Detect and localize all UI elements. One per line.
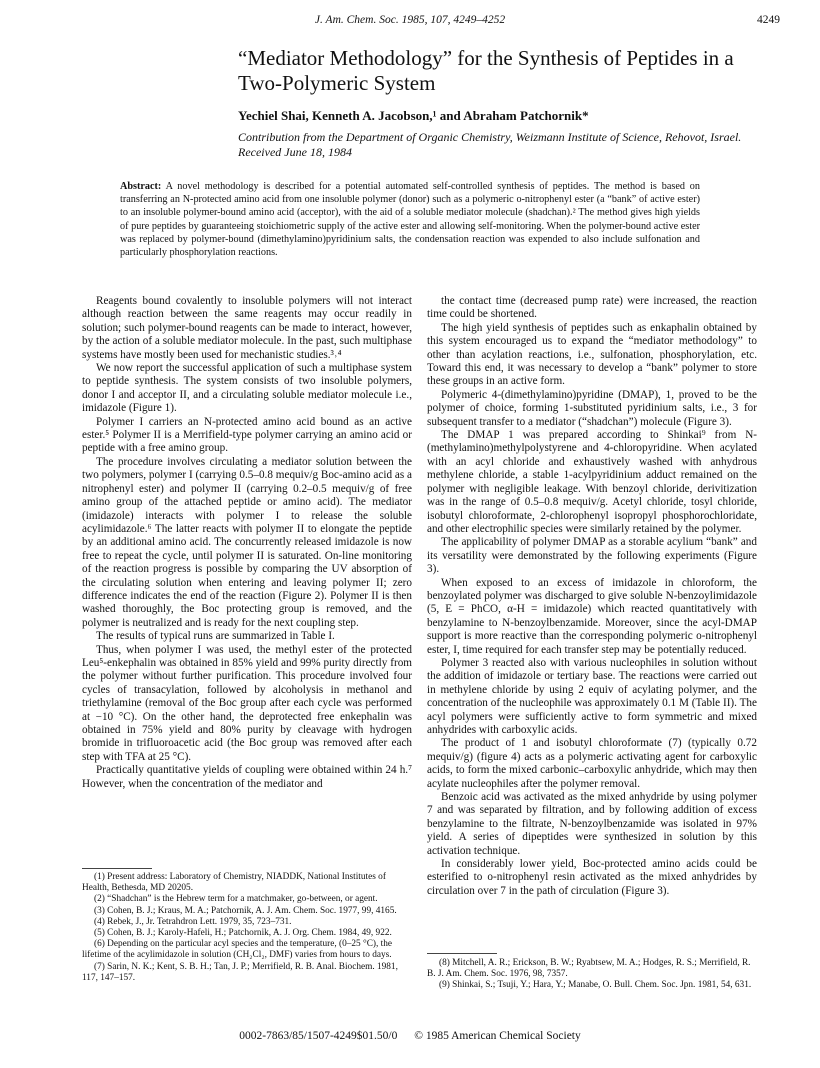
footnote: (3) Cohen, B. J.; Kraus, M. A.; Patchornik, A. J. Am. Chem. Soc. 1977, 99, 4165. [94,905,397,916]
body-paragraph: Practically quantitative yields of coupling were obtained within 24 h.⁷ However, when the concentration of the mediator and [82,764,412,790]
body-paragraph: the contact time (decreased pump rate) were increased, the reaction time could be shortened. [427,295,757,321]
body-paragraph: We now report the successful application of such a multiphase system to peptide synthesis. The system consists of two insoluble polymers, donor I and acceptor II, and a circulating soluble mediator molecule i.e., imidazole (Figure 1). [82,362,412,415]
body-column-right [427,295,757,898]
article-title: “Mediator Methodology” for the Synthesis of Peptides in a Two-Polymeric System [238,46,734,95]
abstract [120,180,700,259]
footnote: (5) Cohen, B. J.; Karoly-Hafeli, H.; Patchornik, A. J. Org. Chem. 1984, 49, 922. [94,928,392,939]
page-number: 4249 [757,14,780,26]
body-paragraph: The results of typical runs are summarized in Table I. [96,630,335,643]
body-paragraph: The DMAP 1 was prepared according to Shinkai⁹ from N-(methylamino)methylpolystyrene and 4-chloropyridine. When acylated with an acyl chloride and exhaustively washed with anhydrous methylene chloride, a stable 1-acylpyridinium adduct remained on the polymer with negligible leakage. With benzoyl chloride, derivitization was in the range of 0.5–0.8 mequiv/g. Acetyl chloride, tosyl chloride, isobutyl chloroformate, 2-chlorophenyl isopropyl phosphorochloridate, and other electrophilic species were similarly retained by the polymer. [427,429,757,535]
body-paragraph: Benzoic acid was activated as the mixed anhydride by using polymer 7 and was separated by filtration, and by following addition of excess benzylamine to the filtrate, N-benzoylbenzamide was isolated in 97% yield. A series of dipeptides were synthesized in solution by this activation technique. [427,791,757,857]
author-list: Yechiel Shai, Kenneth A. Jacobson,¹ and Abraham Patchornik* [238,108,589,123]
body-paragraph: The high yield synthesis of peptides such as enkaphalin obtained by this system encouraged us to expand the “mediator methodology” to other than acylation reactions, i.e., sulfonation, phosphorylation, etc. Toward this end, it was necessary to develop a “bank” polymer to store these groups in an active form. [427,321,757,388]
copyright-notice: © 1985 American Chemical Society [414,1030,581,1042]
footnote-divider [427,953,497,954]
body-paragraph: Polymer I carriers an N-protected amino acid bound as an active ester.⁵ Polymer II is a Merrifield-type polymer carrying an amino acid or peptide with a free amino group. [82,415,412,455]
footnotes-right [427,958,757,992]
body-paragraph: Polymer 3 reacted also with various nucleophiles in solution without the addition of imidazole or tertiary base. The reactions were carried out in methylene chloride by using 2 equiv of acylating polymer, and the concentration of the nucleophile was approximately 0.1 M (Table II). The acyl polymers were sufficiently active to form symmetric and mixed anhydrides with carboxylic acids. [427,656,757,736]
footnote-divider [82,868,152,869]
abstract-label: Abstract: [120,181,162,192]
affiliation: Contribution from the Department of Organic Chemistry, Weizmann Institute of Science, Rehovot, Israel. Received June 18, 1984 [238,130,742,159]
body-paragraph: Polymeric 4-(dimethylamino)pyridine (DMAP), 1, proved to be the polymer of choice, forming 1-substituted pyridinium salts, i.e., 3 for subsequent transfer to a mediator (“shadchan”) molecule (Figure 3). [427,388,757,428]
footnote: (1) Present address: Laboratory of Chemistry, NIADDK, National Institutes of Health, Bethesda, MD 20205. [82,872,386,894]
footnote: (2) “Shadchan” is the Hebrew term for a matchmaker, go-between, or agent. [94,894,378,905]
body-paragraph: The applicability of polymer DMAP as a storable acylium “bank” and its versatility were demonstrated by the following experiments (Figure 3). [427,536,757,576]
article-code: 0002-7863/85/1507-4249$01.50/0 [239,1030,398,1042]
footnote: (7) Sarin, N. K.; Kent, S. B. H.; Tan, J. P.; Merrifield, R. B. Anal. Biochem. 1981, 117, 147–157. [82,961,398,983]
footnote: (8) Mitchell, A. R.; Erickson, B. W.; Ryabtsew, M. A.; Hodges, R. S.; Merrifield, R. B. J. Am. Chem. Soc. 1976, 98, 7357. [427,958,751,980]
body-paragraph: In considerably lower yield, Boc-protected amino acids could be esterified to o-nitrophenyl resin activated as the mixed anhydrides by circulation over 7 in the path of circulation (Figure 3). [427,858,757,897]
footnote: (4) Rebek, J., Jr. Tetrahdron Lett. 1979, 35, 723–731. [94,916,292,927]
journal-reference: J. Am. Chem. Soc. 1985, 107, 4249–4252 [314,14,506,26]
body-paragraph: The product of 1 and isobutyl chloroformate (7) (typically 0.72 mequiv/g) (figure 4) acts as a polymeric activating agent for carboxylic acids, to form the mixed carbonic–carboxylic anhydride, which may then acylate nucleophiles after the polymer removal. [427,737,757,790]
body-paragraph: When exposed to an excess of imidazole in chloroform, the benzoylated polymer was discharged to give soluble N-benzoylimidazole (5, E = PhCO, α-H = imidazole) which reacted quantitatively with benzylamine to N-benzoylbenzamide. Moreover, since the acyl-DMAP support is more reactive than the corresponding polymeric o-nitrophenyl ester, I, time required for each transfer step may be potentially reduced. [427,576,757,656]
abstract-text: A novel methodology is described for a potential automated self-controlled synthesis of peptides. The method is based on transferring an N-protected amino acid from one insoluble polymer (donor) such as a polymeric o-nitrophenyl ester (a “bank” of active ester) to an insoluble polymer-bound amino acid (acceptor), with the aid of a soluble mediator molecule (shadchan).² The method gives high yields of pure peptides by guaranteeing stoichiometric supply of the active ester and allowing self-monitoring. When the polymer-bound active ester was replaced by polymer-bound (dimethylamino)pyridinium salts, the condensation reaction was expended to also include sulfonation and particularly phosphorylation reactions. [120,181,700,259]
body-column-left [82,295,412,791]
page-footer [0,1030,820,1042]
body-paragraph: Reagents bound covalently to insoluble polymers will not interact although reaction between the same reagents may occur readily in solution; such polymer-bound reagents can be made to interact, however, by the action of a soluble mediator molecule. In the past, such multiphase systems have mostly been used for mechanistic studies.³˒⁴ [82,295,412,361]
body-paragraph: The procedure involves circulating a mediator solution between the two polymers, polymer I (carrying 0.5–0.8 mequiv/g Boc-amino acid as a nitrophenyl ester) and polymer II (carrying 0.2–0.5 mequiv/g of free amino group of the attached peptide or amino acid). The mediator (imidazole) interacts with polymer I to release the soluble acylimidazole.⁶ The latter reacts with polymer II to elongate the peptide by an additional amino acid. The concurrently released imidazole is now free to repeat the cycle, until polymer II is saturated. On-line monitoring of the reaction progress is possible by comparing the UV absorption of the circulating solution when entering and leaving polymer II; zero difference indicates the end of the reaction (Figure 2). Polymer II is then washed thoroughly, the Boc protecting group is removed, and the polymer is neutralized and is ready for the next coupling step. [82,455,412,629]
running-head [0,14,820,30]
footnote: (6) Depending on the particular acyl species and the temperature, (0–25 °C), the lifetime of the acylimidazole in solution (CH₂Cl₂, DMF) varies from hours to days. [82,939,393,961]
footnotes-left [82,872,412,984]
footnote: (9) Shinkai, S.; Tsuji, Y.; Hara, Y.; Manabe, O. Bull. Chem. Soc. Jpn. 1981, 54, 631. [439,980,752,991]
body-paragraph: Thus, when polymer I was used, the methyl ester of the protected Leu⁵-enkephalin was obtained in 85% yield and 99% purity directly from the polymer without further purification. This procedure involved four cycles of transacylation, followed by alcoholysis in methanol and triethylamine (removal of the Boc group after each cycle was performed at −10 °C). On the other hand, the deprotected free enkephalin was obtained in 75% yield and 80% purity by cleavage with hydrogen bromide in trifluoroacetic acid (the Boc group was removed after each step with TFA at 25 °C). [82,643,412,763]
